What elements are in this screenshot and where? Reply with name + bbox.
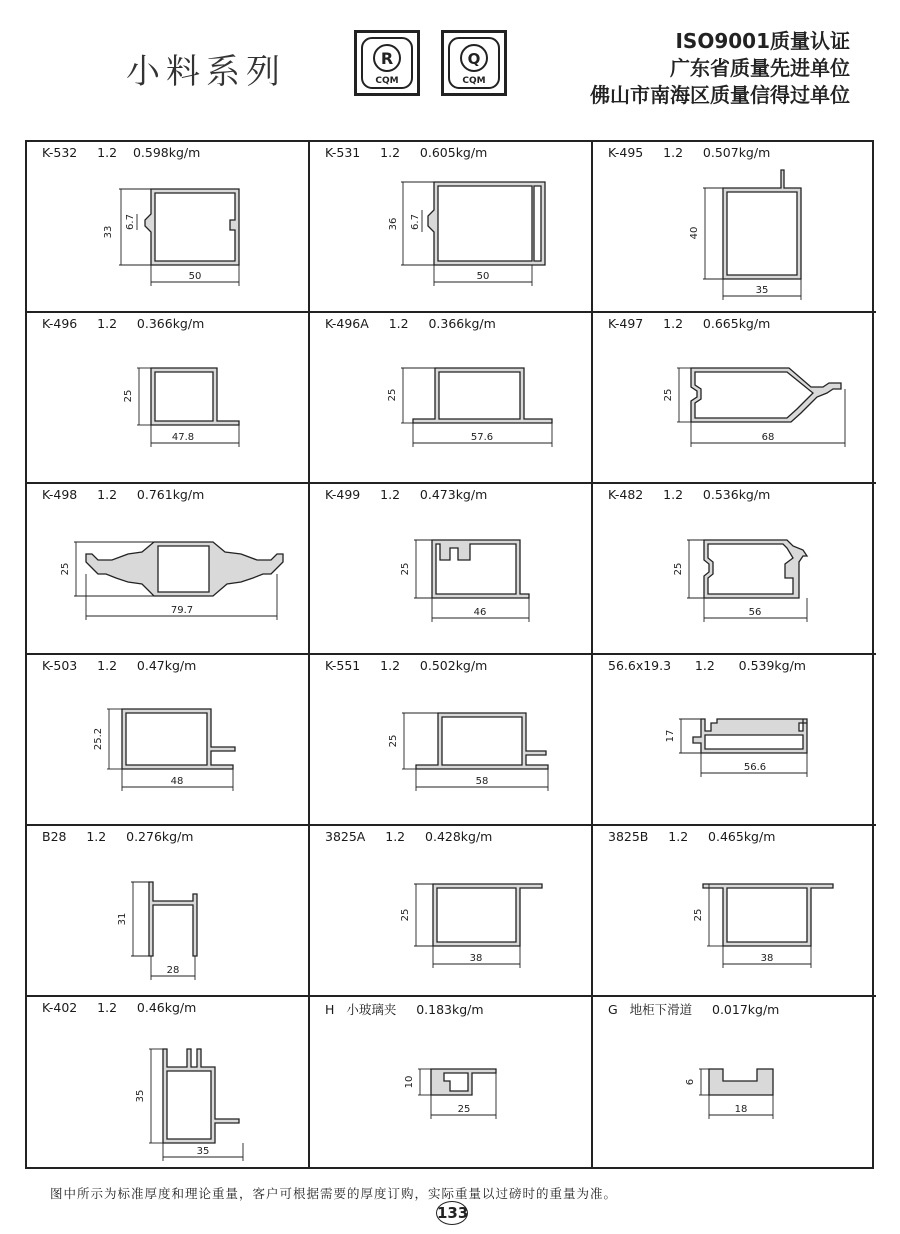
profile-drawing [593, 1015, 876, 1167]
profile-label [325, 487, 487, 502]
logo-r-text: CQM [375, 76, 399, 86]
cqm-r-certification-logo [354, 30, 420, 96]
dim-height: 25 [60, 562, 71, 576]
profile-code: K-482 [608, 487, 644, 502]
profile-drawing [593, 673, 876, 825]
profile-weight: 0.47kg/m [136, 658, 197, 673]
profile-label [608, 487, 770, 502]
profile-section [413, 368, 552, 423]
dim-height: 25 [663, 388, 674, 402]
profile-label [42, 316, 204, 331]
profile-label [42, 145, 200, 160]
dim-height: 25 [387, 388, 398, 402]
profile-weight: 0.536kg/m [702, 487, 771, 502]
profile-card-56-6x19-3 [593, 655, 876, 826]
profile-code: K-498 [42, 487, 78, 502]
profile-thickness: 1.2 [663, 145, 684, 160]
dim-width: 18 [734, 1104, 748, 1115]
profile-card-k498 [27, 484, 310, 655]
profile-thickness: 1.2 [380, 487, 401, 502]
profile-drawing [593, 160, 876, 312]
profile-weight: 0.539kg/m [738, 658, 806, 673]
profile-weight: 0.507kg/m [702, 145, 771, 160]
profile-drawing [593, 502, 876, 654]
dim-height: 40 [689, 226, 700, 240]
profile-thickness: 1.2 [385, 829, 406, 844]
profile-label [325, 829, 492, 844]
profile-drawing [310, 502, 593, 654]
profile-thickness: 1.2 [97, 316, 118, 331]
profile-weight: 0.366kg/m [136, 316, 205, 331]
logo-r-mark: R [380, 49, 394, 68]
profile-card-k551 [310, 655, 593, 826]
profile-thickness: 1.2 [663, 316, 684, 331]
profile-card-k495 [593, 142, 876, 313]
dim-inner: 6.7 [125, 214, 136, 230]
profile-thickness: 1.2 [694, 658, 715, 673]
profile-drawing [593, 331, 876, 483]
dim-height: 25.2 [93, 727, 104, 751]
certification-statements [590, 28, 850, 109]
logo-q-mark: Q [467, 50, 481, 68]
profile-card-k402 [27, 997, 310, 1168]
cqm-q-logo-graphic [444, 33, 504, 93]
profile-section [431, 1069, 496, 1095]
profile-code: 3825A [325, 829, 366, 844]
profile-card-k496 [27, 313, 310, 484]
profile-label [608, 316, 770, 331]
profile-section [723, 170, 801, 279]
dim-width: 58 [475, 776, 489, 787]
dim-height: 25 [388, 734, 399, 748]
profile-thickness: 1.2 [97, 1000, 118, 1015]
cqm-q-certification-logo [441, 30, 507, 96]
profile-drawing [27, 331, 310, 483]
dim-width: 50 [188, 271, 202, 282]
profile-label [42, 1000, 196, 1015]
dim-height: 25 [673, 562, 684, 576]
profile-drawing [310, 160, 593, 312]
profile-code: 3825B [608, 829, 649, 844]
profile-section [704, 540, 807, 598]
profile-thickness: 1.2 [663, 487, 684, 502]
profile-section [709, 1069, 773, 1095]
profile-drawing [27, 502, 310, 654]
profile-section [691, 368, 841, 422]
dim-width: 56.6 [743, 762, 767, 773]
dim-width: 38 [469, 953, 483, 964]
dim-height: 25 [123, 389, 134, 403]
dim-width: 57.6 [470, 432, 494, 443]
profile-weight: 0.428kg/m [425, 829, 493, 844]
profile-code: K-402 [42, 1000, 78, 1015]
dim-width: 35 [196, 1146, 210, 1157]
profile-card-k503 [27, 655, 310, 826]
profile-code: K-531 [325, 145, 361, 160]
dim-inner: 6.7 [410, 214, 421, 230]
dim-width: 50 [476, 271, 490, 282]
profile-drawing [310, 844, 593, 996]
profile-section [433, 884, 542, 946]
dim-height: 35 [135, 1089, 146, 1103]
profile-label [325, 316, 496, 331]
dim-height: 6 [685, 1078, 696, 1086]
profile-card-3825b [593, 826, 876, 997]
profile-thickness: 1.2 [86, 829, 107, 844]
dim-height: 33 [103, 225, 114, 239]
profile-drawing [27, 1015, 310, 1167]
logo-q-text: CQM [462, 76, 486, 86]
profile-weight: 0.761kg/m [136, 487, 205, 502]
profile-weight: 0.605kg/m [419, 145, 488, 160]
profile-label [325, 145, 487, 160]
profile-label [608, 829, 775, 844]
profile-section [703, 884, 833, 946]
dim-height: 17 [665, 729, 676, 743]
profile-drawing [593, 844, 876, 996]
profile-section [86, 542, 283, 596]
profile-thickness: 1.2 [97, 487, 118, 502]
dim-height: 31 [117, 912, 128, 926]
profile-code: B28 [42, 829, 67, 844]
profile-section [693, 719, 807, 753]
profile-label [42, 487, 204, 502]
profile-catalog-grid [25, 140, 874, 1169]
profile-code: K-495 [608, 145, 644, 160]
profile-label [608, 658, 806, 673]
dim-width: 35 [755, 285, 769, 296]
profile-thickness: 1.2 [380, 145, 401, 160]
profile-card-k532 [27, 142, 310, 313]
cqm-r-logo-graphic [357, 33, 417, 93]
profile-card-k482 [593, 484, 876, 655]
dim-width: 46 [473, 607, 487, 618]
profile-drawing [27, 673, 310, 825]
profile-code: K-532 [42, 145, 78, 160]
profile-weight: 0.46kg/m [136, 1000, 197, 1015]
footnote: 图中所示为标准厚度和理论重量，客户可根据需要的厚度订购，实际重量以过磅时的重量为准。 [50, 1186, 618, 1201]
profile-label [325, 658, 487, 673]
profile-code: 56.6x19.3 [608, 658, 672, 673]
profile-thickness: 1.2 [97, 658, 118, 673]
page-number: 133 [436, 1201, 468, 1225]
dim-height: 25 [693, 908, 704, 922]
cert-line-provincial: 广东省质量先进单位 [670, 56, 850, 80]
profile-section [416, 713, 548, 769]
dim-width: 48 [170, 776, 184, 787]
profile-weight: 0.366kg/m [428, 316, 496, 331]
profile-code: K-503 [42, 658, 78, 673]
cert-line-municipal: 佛山市南海区质量信得过单位 [590, 83, 850, 107]
profile-code: K-496A [325, 316, 369, 331]
profile-thickness: 1.2 [380, 658, 401, 673]
profile-weight: 0.465kg/m [708, 829, 776, 844]
profile-section [151, 368, 239, 425]
dim-width: 79.7 [170, 605, 194, 616]
profile-section [163, 1049, 239, 1143]
profile-code: K-499 [325, 487, 361, 502]
profile-thickness: 1.2 [388, 316, 409, 331]
profile-card-k531 [310, 142, 593, 313]
profile-card-k496a [310, 313, 593, 484]
profile-weight: 0.598kg/m [132, 145, 201, 160]
profile-drawing [310, 1015, 593, 1167]
dim-height: 25 [400, 562, 411, 576]
profile-thickness: 小玻璃夹 [346, 1002, 397, 1017]
profile-thickness: 地柜下滑道 [629, 1002, 693, 1017]
profile-drawing [310, 331, 593, 483]
profile-section [149, 882, 197, 956]
profile-drawing [310, 673, 593, 825]
profile-card-b28 [27, 826, 310, 997]
dim-width: 47.8 [171, 432, 195, 443]
profile-section [428, 182, 545, 265]
profile-card-g-cabinet-track [593, 997, 876, 1168]
profile-weight: 0.502kg/m [419, 658, 488, 673]
profile-code: K-496 [42, 316, 78, 331]
cert-line-iso: ISO9001质量认证 [675, 29, 850, 53]
dim-width: 25 [457, 1104, 471, 1115]
profile-label [42, 829, 193, 844]
profile-code: H [325, 1002, 335, 1017]
profile-drawing [27, 160, 310, 312]
profile-code: K-551 [325, 658, 361, 673]
profile-weight: 0.276kg/m [126, 829, 194, 844]
dim-height: 36 [388, 217, 399, 231]
profile-card-3825a [310, 826, 593, 997]
profile-weight: 0.473kg/m [419, 487, 488, 502]
profile-section [122, 709, 235, 769]
profile-weight: 0.017kg/m [712, 1002, 780, 1017]
dim-width: 28 [166, 965, 180, 976]
profile-label [42, 658, 196, 673]
page-title: 小料系列 [126, 52, 286, 92]
profile-section [145, 189, 239, 265]
profile-section [432, 540, 529, 598]
dim-height: 10 [404, 1075, 415, 1089]
profile-code: G [608, 1002, 618, 1017]
profile-code: K-497 [608, 316, 644, 331]
profile-drawing [27, 844, 310, 996]
dim-height: 25 [400, 908, 411, 922]
dim-width: 38 [760, 953, 774, 964]
profile-thickness: 1.2 [97, 145, 118, 160]
profile-card-k497 [593, 313, 876, 484]
profile-card-h-glass-clip [310, 997, 593, 1168]
profile-card-k499 [310, 484, 593, 655]
dim-width: 68 [761, 432, 775, 443]
profile-weight: 0.665kg/m [702, 316, 771, 331]
profile-label [608, 145, 770, 160]
profile-weight: 0.183kg/m [416, 1002, 484, 1017]
dim-width: 56 [748, 607, 762, 618]
profile-thickness: 1.2 [668, 829, 689, 844]
